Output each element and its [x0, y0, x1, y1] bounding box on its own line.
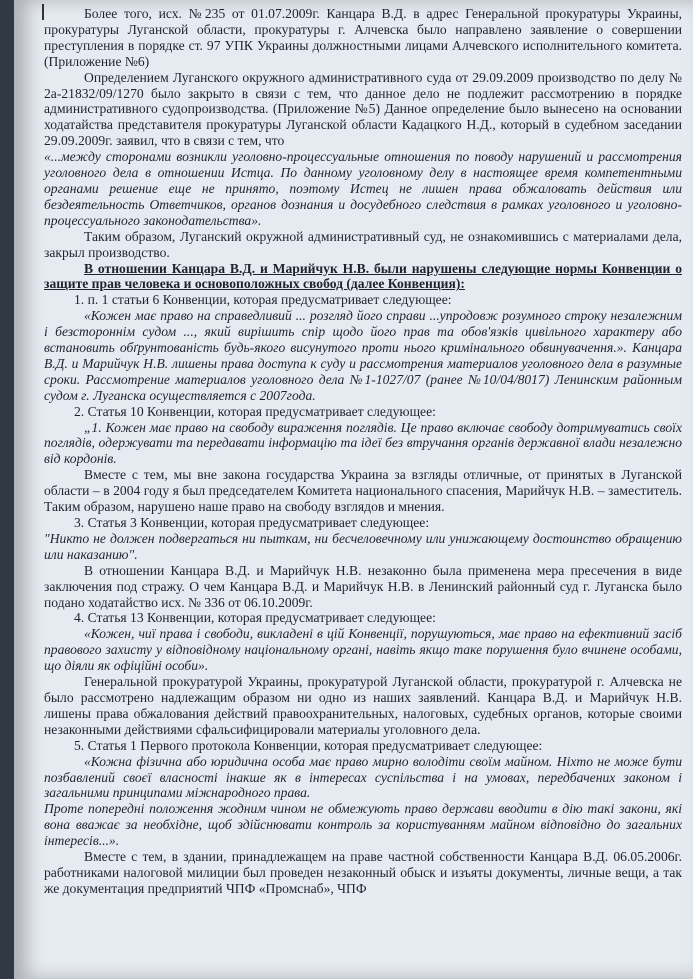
item-5-quote-1: «Кожна фізична або юридична особа має право мирно володіти своїм майном. Ніхто не може бути позбавлений своєї власності інакше як в інтересах суспільства і на умовах, передбачених законом і загальними принципами міжнародного права.: [44, 753, 682, 801]
item-4-title: 4. Статья 13 Конвенции, которая предусматривает следующее:: [74, 610, 436, 626]
section-heading: В отношении Канцара В.Д. и Марийчук Н.В. были нарушены следующие нормы Конвенции о защите прав человека и основоположных свобод (далее Конвенция):: [44, 260, 682, 292]
paragraph-detention: В отношении Канцара В.Д. и Марийчук Н.В. незаконно была применена мера пресечения в виде заключения под стражу. О чем Канцара В.Д. и Марийчук Н.В. в Ленинский районный суд г. Луганска было подано ходатайство исх. № 336 от 06.10.2009г.: [44, 562, 682, 610]
item-3-quote: "Никто не должен подвергаться ни пыткам, ни бесчеловечному или унижающему достоинство обращению или наказанию".: [44, 530, 682, 562]
document-page: [14, 0, 693, 979]
item-2-title: 2. Статья 10 Конвенции, которая предусматривает следующее:: [74, 403, 436, 419]
item-4-quote: «Кожен, чиї права і свободи, викладені в цій Конвенції, порушуються, має право на ефективний засіб правового захисту у відповідному національному органі, навіть якщо таке порушення було вчинене особами, що діяли як офіційні особи».: [44, 626, 682, 674]
quote-prosecutor: «...между сторонами возникли уголовно-процессуальные отношения по поводу нарушений и рассмотрения уголовного дела в отношении Истца. По данному уголовному делу в настоящее время компетентными органами решение еще не принято, поэтому Истец не лишен права обжаловать действия или бездеятельность Ответчиков, органов дознания и досудебного следствия в рамках уголовного и уголовно-процессуального законодательства».: [44, 149, 682, 228]
item-5-title: 5. Статья 1 Первого протокола Конвенции, которая предусматривает следующее:: [74, 737, 543, 753]
paragraph-prosecutors: Генеральной прокуратурой Украины, прокуратурой Луганской области, прокуратурой г. Алчевска не было рассмотрено надлежащим образом ни одно из наших заявлений. Канцара В.Д. и Марийчук Н.В. лишены права обжалования действий правоохранительных, налоговых, судебных органов, которые своими незаконными действиями сфальсифицировали материалы уголовного дела.: [44, 674, 682, 737]
item-3-title: 3. Статья 3 Конвенции, которая предусматривает следующее:: [74, 515, 430, 530]
paragraph-1: Более того, исх. №235 от 01.07.2009г. Канцара В.Д. в адрес Генеральной прокуратуры Украины, прокуратуры Луганской области, прокуратуры г. Алчевска было направлено заявление о совершении преступления в порядке ст. 97 УПК Украины должностными лицами Алчевского исполнительного комитета. (Приложение №6): [44, 6, 682, 69]
document-body: [44, 6, 682, 897]
adjacent-page-edge: [14, 30, 24, 130]
item-5-quote-2: Проте попередні положення жодним чином не обмежують право держави вводити в дію такі закони, які вона вважає за необхідне, щоб здійснювати контроль за користуванням майном відповідно до загальних інтересів...».: [44, 801, 682, 849]
paragraph-search: Вместе с тем, в здании, принадлежащем на праве частной собственности Канцара В.Д. 06.05.2006г. работниками налоговой милиции был проведен незаконный обыск и изъяты документы, личные вещи, а так же документация предприятий ЧПФ «Промснаб», ЧПФ: [44, 849, 682, 896]
item-2-quote: „1. Кожен має право на свободу вираження поглядів. Це право включає свободу дотримуватись своїх поглядів, одержувати та передавати інформацію та ідеї без втручання органів державної влади незалежно від кордонів.: [44, 419, 682, 467]
paragraph-views: Вместе с тем, мы вне закона государства Украина за взгляды отличные, от принятых в Луганской области – в 2004 году я был председателем Комитета национального спасения, Марийчук Н.В. – заместитель. Таким образом, нарушено наше право на свободу взглядов и мнения.: [44, 467, 682, 515]
paragraph-conclusion: Таким образом, Луганский окружной административный суд, не ознакомившись с материалами дела, закрыл производство.: [44, 228, 682, 260]
item-1-title: 1. п. 1 статьи 6 Конвенции, которая предусматривает следующее:: [74, 292, 452, 308]
paragraph-2: Определением Луганского окружного административного суда от 29.09.2009 производство по делу № 2а-21832/09/1270 было закрыто в связи с тем, что данное дело не подлежит рассмотрению в порядке административного судопроизводства. (Приложение №5) Данное определение было вынесено на основании ходатайства представителя прокуратуры Луганской области Кадацкого Н.Д., который в судебном заседании 29.09.2009г. заявил, что в связи с тем, что: [44, 69, 682, 149]
item-1-quote: «Кожен має право на справедливий ... розгляд його справи ...упродовж розумного строку незалежним і безстороннім судом ..., який вирішить спір щодо його прав та обов'язків цивільного характеру або встановить обґрунтованість будь-якого висунутого проти нього кримінального обвинувачення.». Канцара В.Д. и Марийчук Н.В. лишены права доступа к суду и рассмотрения материалов уголовного дела в разумные сроки. Рассмотрение материалов уголовного дела №1-1027/07 (ранее №10/04/8017) Ленинским районным судом г. Луганска осуществляется с 2007года.: [44, 308, 682, 403]
